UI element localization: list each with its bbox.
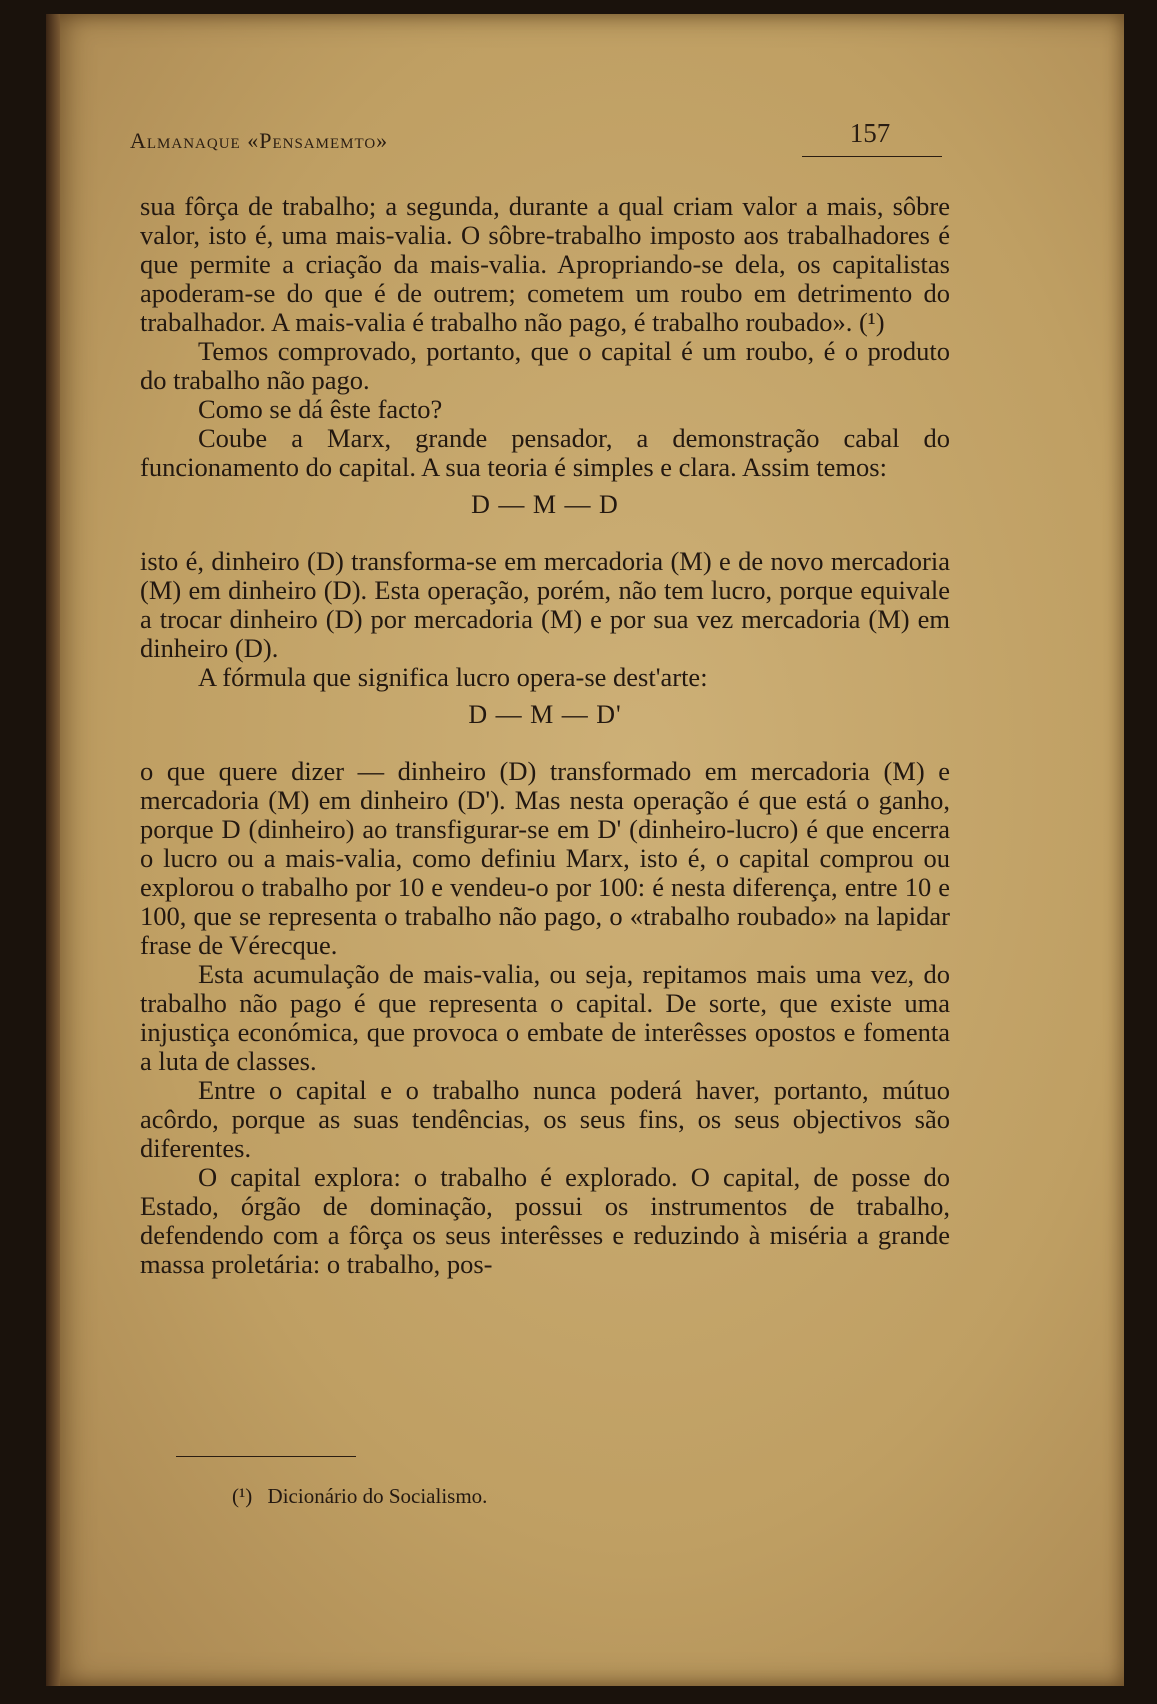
paragraph-7: o que quere dizer — dinheiro (D) transformado em mercadoria (M) e mercadoria (M) em dinheiro (D'). Mas nesta operação é que está o ganho, porque D (dinheiro) ao transfigurar-se em D' (dinheiro-lucro) é que encerra o lucro ou a mais-valia, como definiu Marx, isto é, o capital comprou ou explorou o trabalho por 10 e vendeu-o por 100: é nesta diferença, entre 10 e 100, que se representa o trabalho não pago, o «trabalho roubado» na lapidar frase de Vérecque.	[140, 756, 950, 960]
paragraph-4: Coube a Marx, grande pensador, a demonstração cabal do funcionamento do capital. A sua teoria é simples e clara. Assim temos:	[140, 423, 950, 482]
header-rule	[802, 156, 942, 157]
footnote	[232, 1484, 487, 1509]
page-binding-edge	[46, 14, 60, 1686]
paragraph-3: Como se dá êste facto?	[198, 394, 443, 424]
paragraph-6: A fórmula que significa lucro opera-se dest'arte:	[198, 662, 708, 692]
page-number: 157	[849, 118, 891, 148]
body-text	[140, 192, 950, 1279]
paragraph-10: O capital explora: o trabalho é explorado. O capital, de posse do Estado, órgão de dominação, possui os instrumentos de trabalho, defendendo com a fôrça os seus interêsses e reduzindo à miséria a grande massa proletária: o trabalho, pos-	[140, 1162, 950, 1279]
paragraph-5: isto é, dinheiro (D) transforma-se em mercadoria (M) e de novo mercadoria (M) em dinheiro (D). Esta operação, porém, não tem lucro, porque equivale a trocar dinheiro (D) por mercadoria (M) e por sua vez mercadoria (M) em dinheiro (D).	[140, 546, 950, 663]
footnote-marker: (¹)	[232, 1484, 253, 1508]
formula-d-m-d: D — M — D	[471, 490, 619, 519]
running-title: Almanaque «Pensamemto»	[130, 128, 389, 153]
paragraph-8: Esta acumulação de mais-valia, ou seja, repitamos mais uma vez, do trabalho não pago é que representa o capital. De sorte, que existe uma injustiça económica, que provoca o embate de interêsses opostos e fomenta a luta de classes.	[140, 959, 950, 1076]
paragraph-9: Entre o capital e o trabalho nunca poderá haver, portanto, mútuo acôrdo, porque as suas tendências, os seus fins, os seus objectivos são diferentes.	[140, 1075, 950, 1163]
formula-d-m-d-prime: D — M — D'	[468, 700, 622, 729]
paragraph-2: Temos comprovado, portanto, que o capital é um roubo, é o produto do trabalho não pago.	[140, 336, 950, 395]
footnote-text: Dicionário do Socialismo.	[267, 1484, 488, 1508]
book-page	[46, 14, 1124, 1686]
footnote-rule	[176, 1456, 356, 1457]
paragraph-1: sua fôrça de trabalho; a segunda, durante a qual criam valor a mais, sôbre valor, isto é, uma mais-valia. O sôbre-trabalho imposto aos trabalhadores é que permite a criação da mais-valia. Apropriando-se dela, os capitalistas apoderam-se do que é de outrem; cometem um roubo em detrimento do trabalhador. A mais-valia é trabalho não pago, é trabalho roubado». (¹)	[140, 191, 950, 337]
page-header	[130, 114, 922, 154]
